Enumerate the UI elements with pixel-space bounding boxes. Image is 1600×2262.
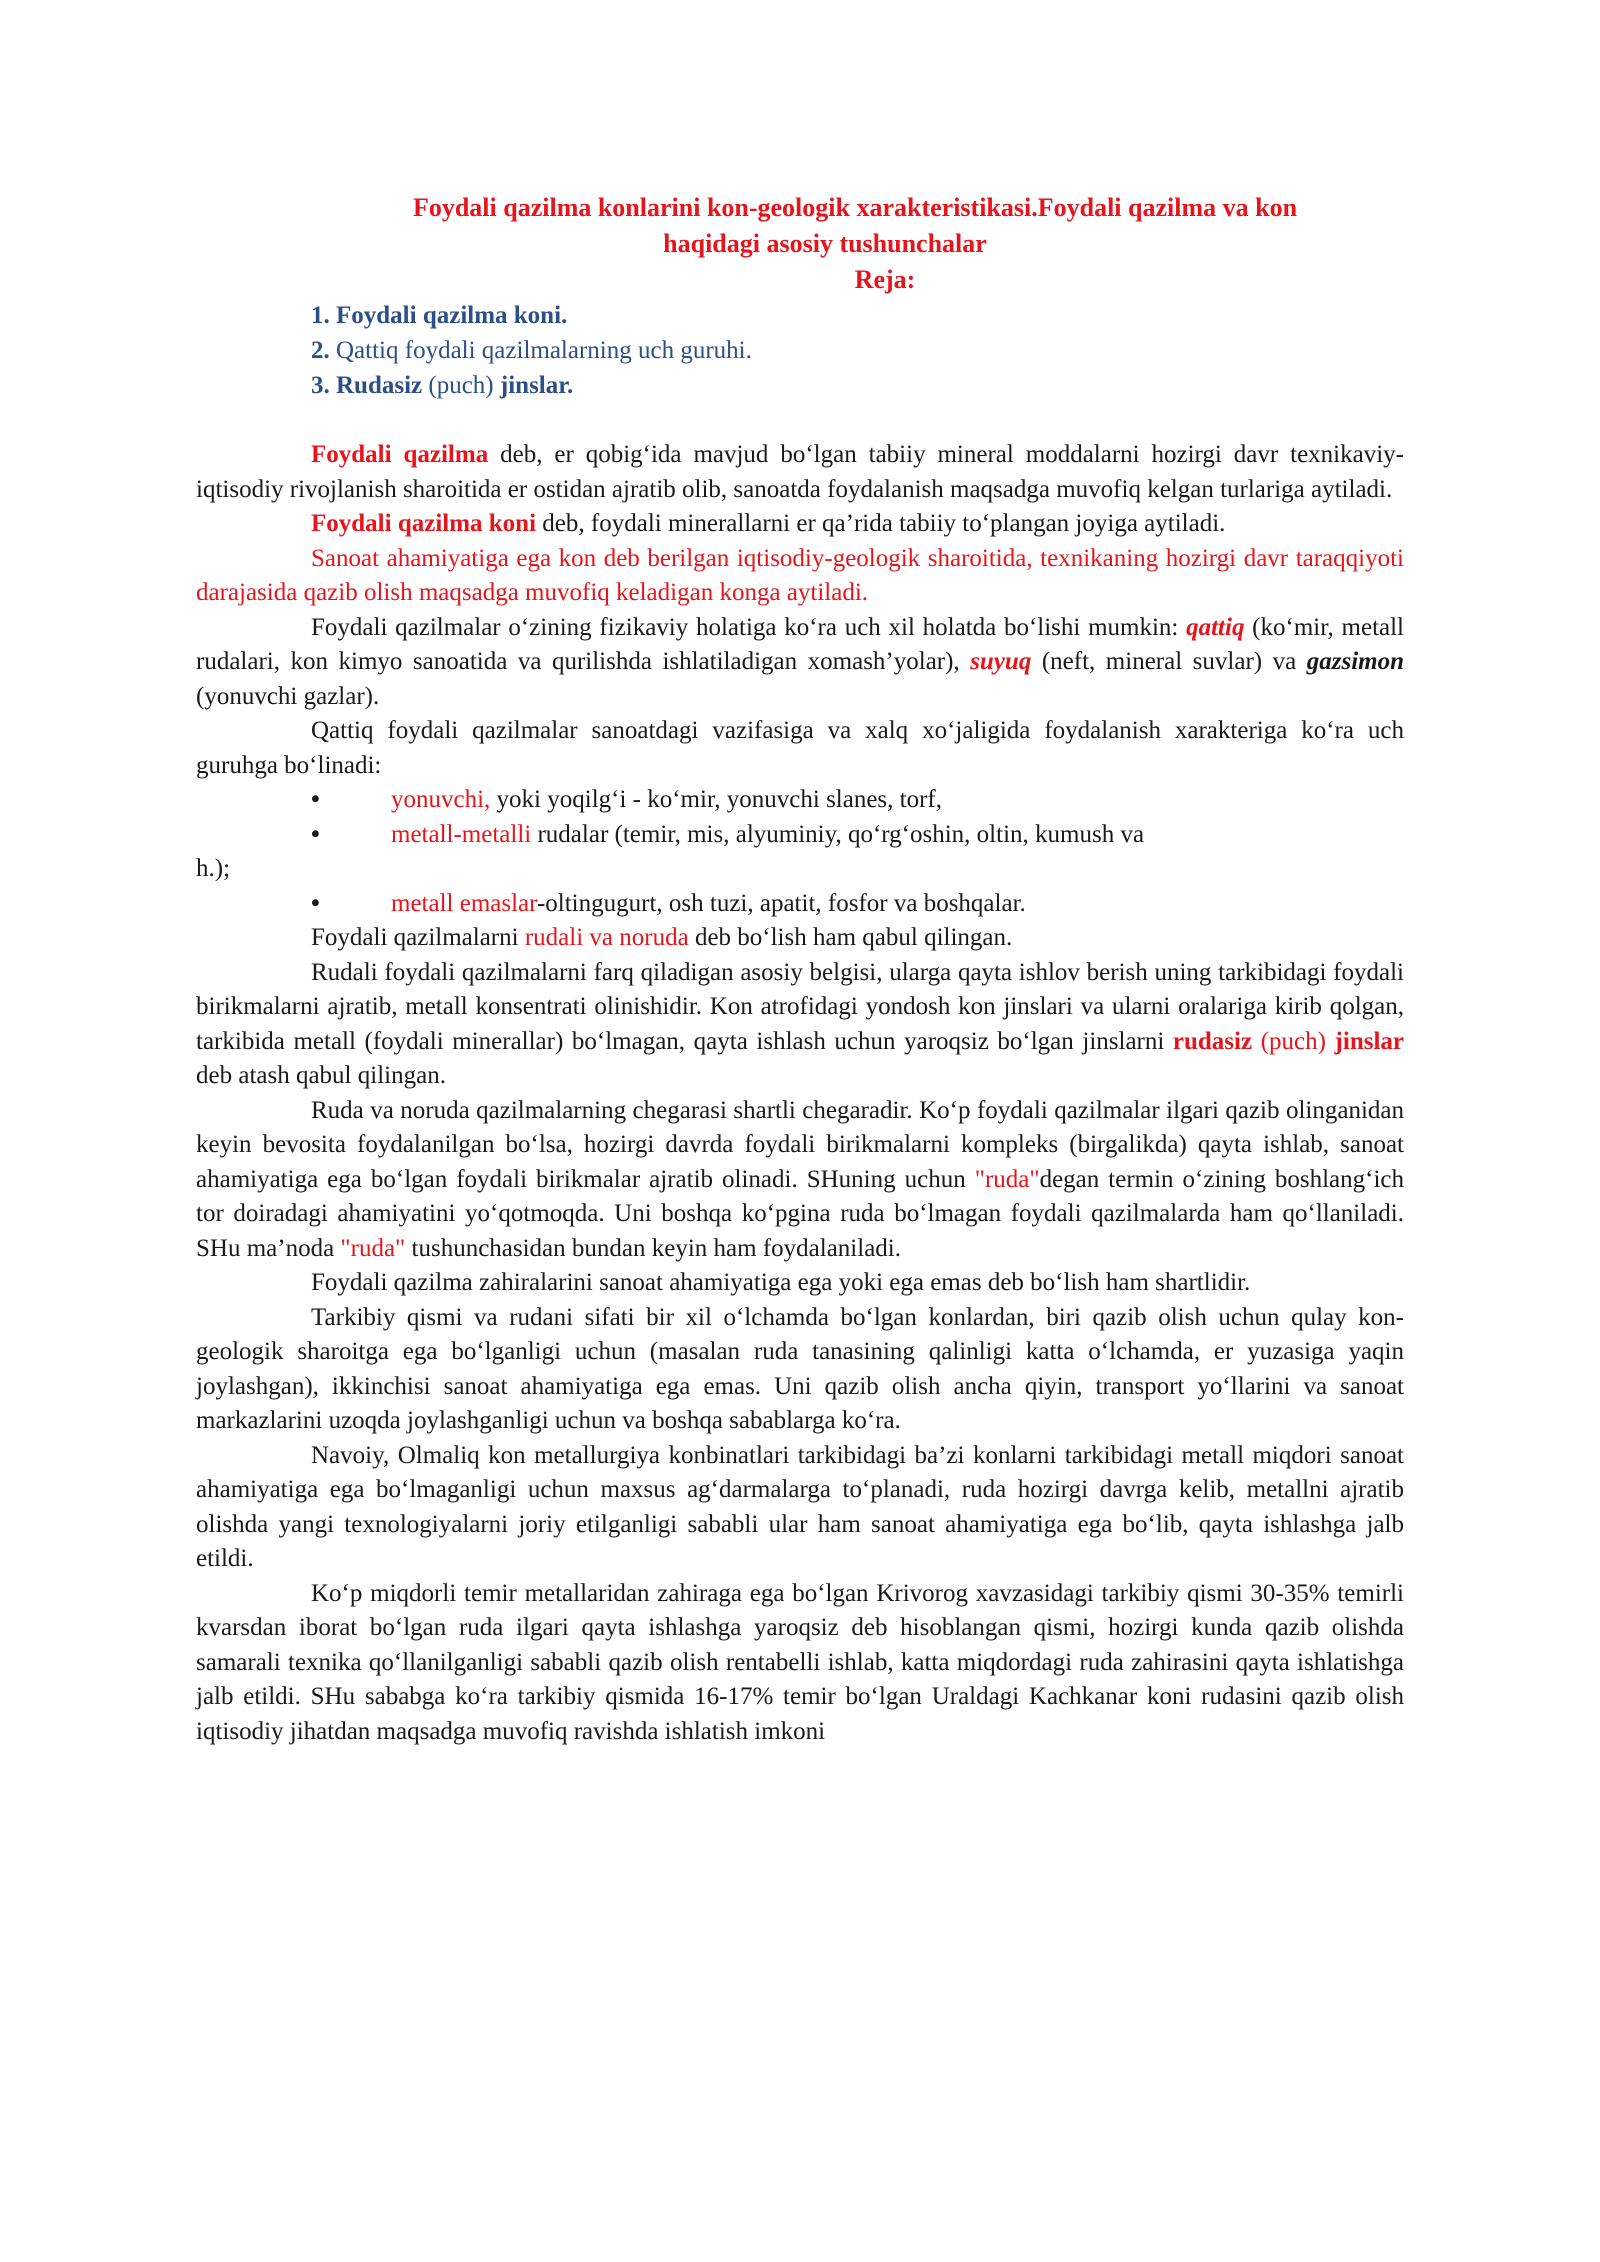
paragraph-groups: Qattiq foydali qazilmalar sanoatdagi vazifasiga va xalq xo‘jaligida foydalanish xarakteriga ko‘ra uch guruhga bo‘linadi: [196,717,1404,779]
list-item: • yonuvchi, yoki yoqilg‘i - ko‘mir, yonuvchi slanes, torf, [311,786,943,813]
paragraph-navoiy: Navoiy, Olmaliq kon metallurgiya konbinatlari tarkibidagi ba’zi konlarni tarkibidagi metall miqdori sanoat ahamiyatiga ega bo‘lmaganligi uchun maxsus ag‘darmalarga to‘planadi, ruda hozirgi davrga kelib, metallni ajratib olishda yangi texnologiyalarni joriy etilganligi sababli ular ham sanoat ahamiyatiga ega bo‘lib, qayta ishlashga jalb etildi. [196,1441,1404,1572]
document-page [196,190,1404,1749]
paragraph-composition: Tarkibiy qismi va rudani sifati bir xil o‘lchamda bo‘lgan konlardan, biri qazib olish uchun qulay kon-geologik sharoitga ega bo‘lganligi uchun (masalan ruda tanasining qalinligi katta o‘lchamda, er yuzasiga yaqin joylashgan), ikkinchisi sanoat ahamiyatiga ega emas. Uni qazib olish ancha qiyin, transport yo‘llarini va sanoat markazlarini uzoqda joylashganligi uchun va boshqa sabablarga ko‘ra. [196,1303,1404,1434]
plan-list [196,298,1404,403]
list-item: • metall-metalli rudalar (temir, mis, alyuminiy, qo‘rg‘oshin, oltin, kumush va [311,820,1145,848]
list-item-continuation: h.); [196,855,231,882]
paragraph-ore-features: Rudali foydali qazilmalarni farq qiladigan asosiy belgisi, ularga qayta ishlov berish uning tarkibidagi foydali birikmalarni ajratib, metall konsentrati olinishidir. Kon atrofidagi yondosh kon jinslari va ularni oralariga kirib qolgan, tarkibida metall (foydali minerallar) bo‘lmagan, qayta ishlash uchun yaroqsiz bo‘lgan jinslarni rudasiz (puch) jinslar deb atash qabul qilingan. [196,958,1404,1089]
list-item: • metall emaslar-oltingugurt, osh tuzi, apatit, fosfor va boshqalar. [311,889,1026,917]
paragraph-deposit: Foydali qazilma koni deb, foydali minerallarni er qa’rida tabiiy to‘plangan joyiga aytiladi. [311,510,1226,537]
plan-item-3: 3. Rudasiz (puch) jinslar. [311,372,574,399]
paragraph-reserves: Foydali qazilma zahiralarini sanoat ahamiyatiga ega yoki ega emas deb bo‘lish ham shartlidir. [311,1269,1251,1296]
plan-item-1: 1. Foydali qazilma koni. [311,302,568,329]
title-line-2: haqidagi asosiy tushunchalar [663,229,987,258]
paragraph-krivorog: Ko‘p miqdorli temir metallaridan zahiraga ega bo‘lgan Krivorog xavzasidagi tarkibiy qismi 30-35% temirli kvarsdan iborat bo‘lgan ruda ilgari qayta ishlashga yaroqsiz deb hisoblangan qismi, hozirgi kunda qazib olishda samarali texnika qo‘llanilganligi sababli qazib olish rentabelli ishlab, katta miqdordagi ruda zahirasini qayta ishlatishga jalb etildi. SHu sababga ko‘ra tarkibiy qismida 16-17% temir bo‘lgan Uraldagi Kachkanar koni rudasini qazib olish iqtisodiy jihatdan maqsadga muvofiq ravishda ishlatish imkoni [196,1579,1404,1745]
title-line-1: Foydali qazilma konlarini kon-geologik xarakteristikasi.Foydali qazilma va kon [412,193,1298,222]
paragraph-definition: Foydali qazilma deb, er qobig‘ida mavjud bo‘lgan tabiiy mineral moddalarni hozirgi davr texnikaviy-iqtisodiy rivojlanish sharoitida er ostidan ajratib olib, sanoatda foydalanish maqsadga muvofiq kelgan turlariga aytiladi. [196,441,1404,503]
paragraph-industrial: Sanoat ahamiyatiga ega kon deb berilgan iqtisodiy-geologik sharoitida, texnikaning hozirgi davr taraqqiyoti darajasida qazib olish maqsadga muvofiq keladigan konga aytiladi. [196,544,1404,606]
plan-heading: Reja: [854,265,916,294]
paragraph-ore-nonore: Foydali qazilmalarni rudali va noruda deb bo‘lish ham qabul qilingan. [311,924,1013,951]
document-title [196,190,1404,298]
paragraph-boundary: Ruda va noruda qazilmalarning chegarasi shartli chegaradir. Ko‘p foydali qazilmalar ilgari qazib olinganidan keyin bevosita foydalanilgan bo‘lsa, hozirgi davrda foydali birikmalarni kompleks (birgalikda) qayta ishlab, sanoat ahamiyatiga ega bo‘lgan foydali birikmalar ajratib olinadi. SHuning uchun "ruda"degan termin o‘zining boshlang‘ich tor doiradagi ahamiyatini yo‘qotmoqda. Uni boshqa ko‘pgina ruda bo‘lmagan foydali qazilmalarda ham qo‘llaniladi. SHu ma’noda "ruda" tushunchasidan bundan keyin ham foydalaniladi. [196,1096,1404,1262]
plan-item-2: 2. Qattiq foydali qazilmalarning uch guruhi. [311,337,752,364]
paragraph-states: Foydali qazilmalar o‘zining fizikaviy holatiga ko‘ra uch xil holatda bo‘lishi mumkin: qattiq (ko‘mir, metall rudalari, kon kimyo sanoatida va qurilishda ishlatiladigan xomash’yolar), suyuq (neft, mineral suvlar) va gazsimon (yonuvchi gazlar). [196,613,1405,710]
